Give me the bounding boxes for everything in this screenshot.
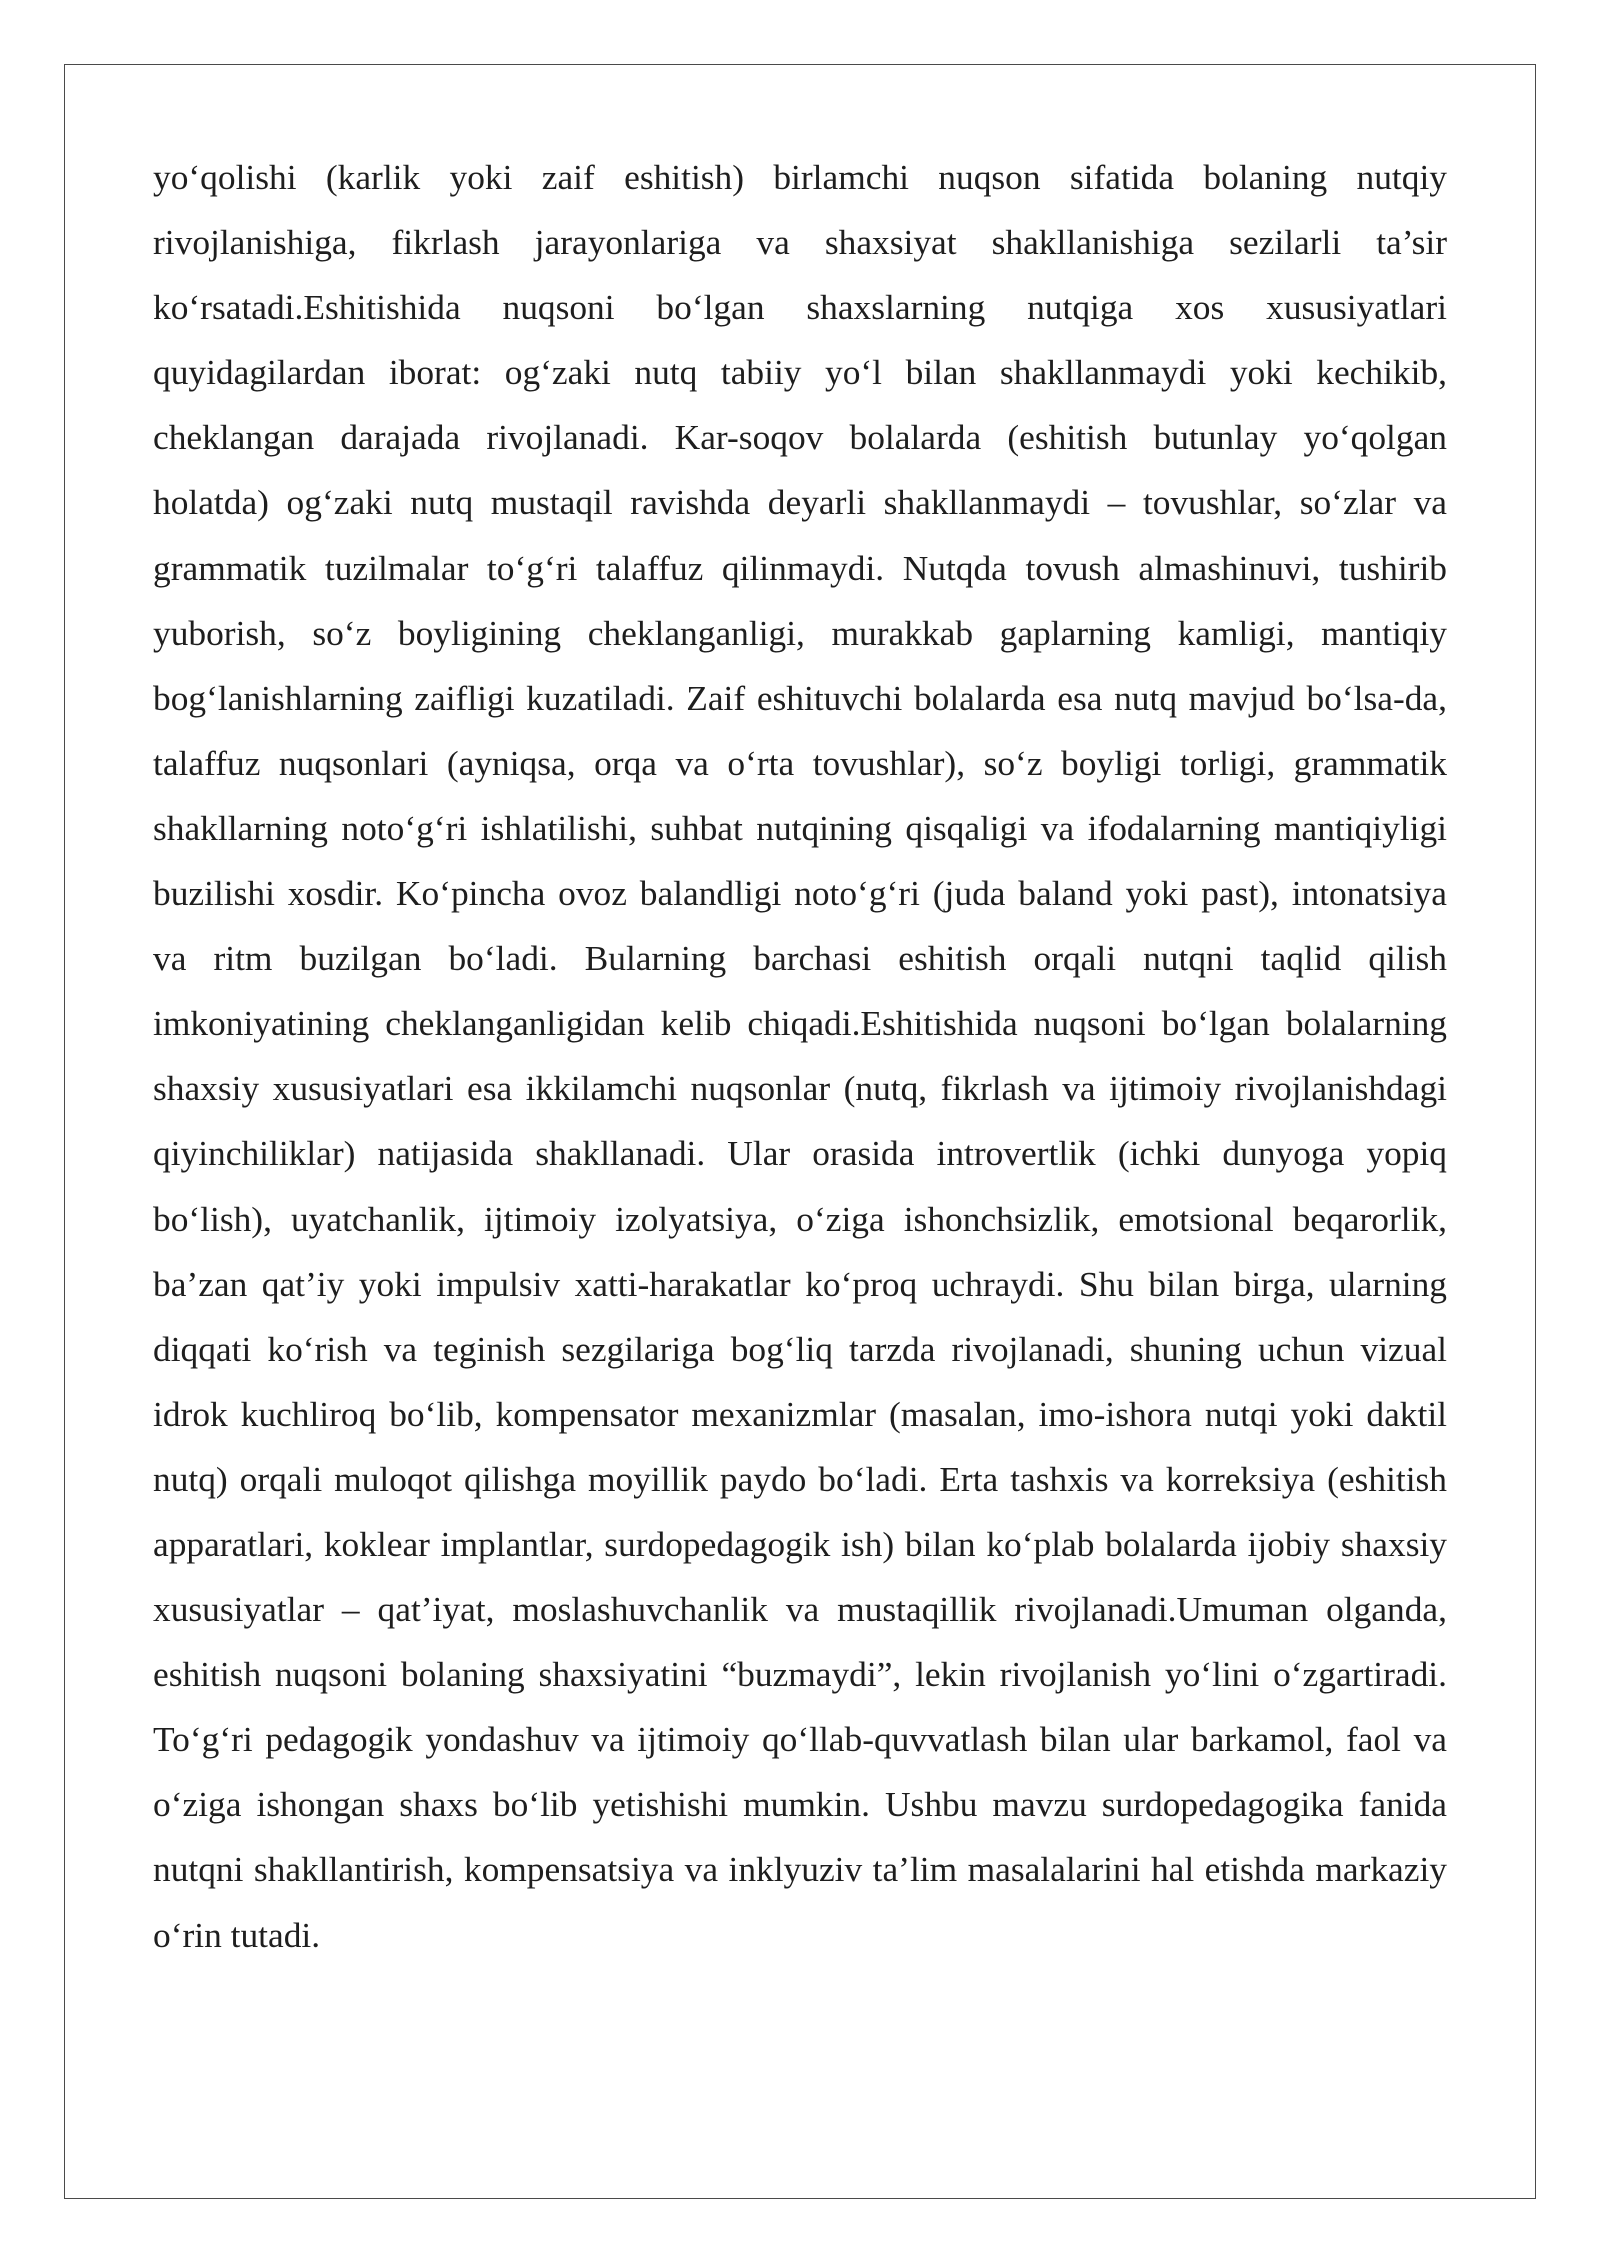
body-paragraph: yo‘qolishi (karlik yoki zaif eshitish) birlamchi nuqson sifatida bolaning nutqiy rivojlanishiga, fikrlash jarayonlariga va shaxsiyat shakllanishiga sezilarli ta’sir ko‘rsatadi.Eshitishida nuqsoni bo‘lgan shaxslarning nutqiga xos xususiyatlari quyidagilardan iborat: og‘zaki nutq tabiiy yo‘l bilan shakllanmaydi yoki kechikib, cheklangan darajada rivojlanadi. Kar-soqov bolalarda (eshitish butunlay yo‘qolgan holatda) og‘zaki nutq mustaqil ravishda deyarli shakllanmaydi – tovushlar, so‘zlar va grammatik tuzilmalar to‘g‘ri talaffuz qilinmaydi. Nutqda tovush almashinuvi, tushirib yuborish, so‘z boyligining cheklanganligi, murakkab gaplarning kamligi, mantiqiy bog‘lanishlarning zaifligi kuzatiladi. Zaif eshituvchi bolalarda esa nutq mavjud bo‘lsa-da, talaffuz nuqsonlari (ayniqsa, orqa va o‘rta tovushlar), so‘z boyligi torligi, grammatik shakllarning noto‘g‘ri ishlatilishi, suhbat nutqining qisqaligi va ifodalarning mantiqiyligi buzilishi xosdir. Ko‘pincha ovoz balandligi noto‘g‘ri (juda baland yoki past), intonatsiya va ritm buzilgan bo‘ladi. Bularning barchasi eshitish orqali nutqni taqlid qilish imkoniyatining cheklanganligidan kelib chiqadi.Eshitishida nuqsoni bo‘lgan bolalarning shaxsiy xususiyatlari esa ikkilamchi nuqsonlar (nutq, fikrlash va ijtimoiy rivojlanishdagi qiyinchiliklar) natijasida shakllanadi. Ular orasida introvertlik (ichki dunyoga yopiq bo‘lish), uyatchanlik, ijtimoiy izolyatsiya, o‘ziga ishonchsizlik, emotsional beqarorlik, ba’zan qat’iy yoki impulsiv xatti-harakatlar ko‘proq uchraydi. Shu bilan birga, ularning diqqati ko‘rish va teginish sezgilariga bog‘liq tarzda rivojlanadi, shuning uchun vizual idrok kuchliroq bo‘lib, kompensator mexanizmlar (masalan, imo-ishora nutqi yoki daktil nutq) orqali muloqot qilishga moyillik paydo bo‘ladi. Erta tashxis va korreksiya (eshitish apparatlari, koklear implantlar, surdopedagogik ish) bilan ko‘plab bolalarda ijobiy shaxsiy xususiyatlar – qat’iyat, moslashuvchanlik va mustaqillik rivojlanadi.Umuman olganda, eshitish nuqsoni bolaning shaxsiyatini “buzmaydi”, lekin rivojlanish yo‘lini o‘zgartiradi. To‘g‘ri pedagogik yondashuv va ijtimoiy qo‘llab-quvvatlash bilan ular barkamol, faol va o‘ziga ishongan shaxs bo‘lib yetishishi mumkin. Ushbu mavzu surdopedagogika fanida nutqni shakllantirish, kompensatsiya va inklyuziv ta’lim masalalarini hal etishda markaziy o‘rin tutadi. xyxy=(153,157,1447,1955)
